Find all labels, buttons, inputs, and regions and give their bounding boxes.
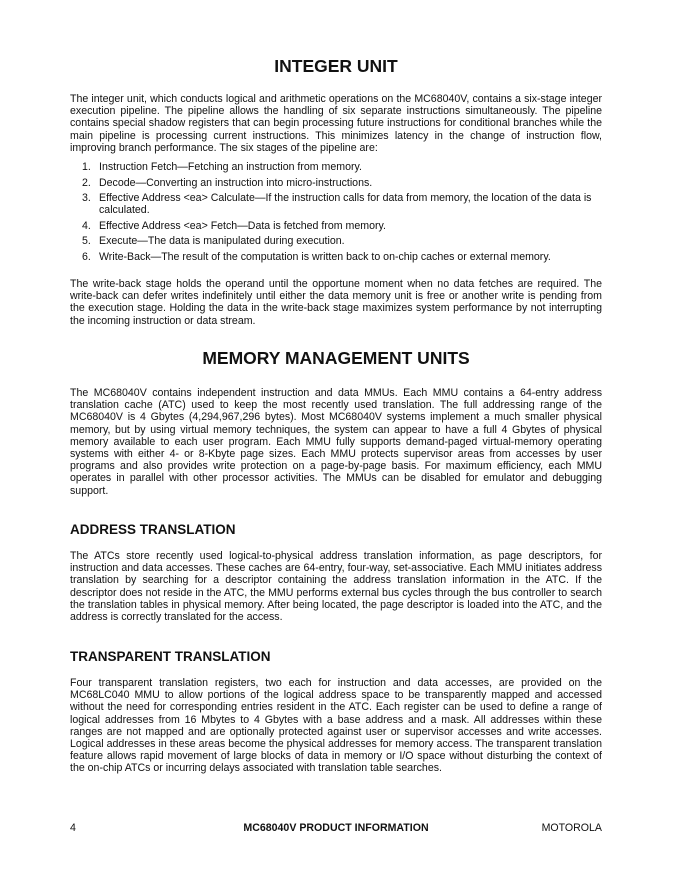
section-heading: INTEGER UNIT [274, 56, 398, 76]
list-item [70, 235, 602, 247]
writeback-paragraph-block [70, 278, 602, 327]
address-translation-heading-block [70, 522, 602, 537]
subsection-heading: TRANSPARENT TRANSLATION [70, 649, 271, 664]
subsection-heading: ADDRESS TRANSLATION [70, 522, 236, 537]
footer-brand: MOTOROLA [541, 822, 602, 834]
list-text: Effective Address <ea> Fetch—Data is fetched from memory. [99, 219, 386, 232]
list-item [70, 177, 602, 189]
paragraph: The ATCs store recently used logical-to-physical address translation information, as page descriptors, for instruction and data accesses. These caches are 64-entry, four-way, set-associative. Each MMU initiates address translation by searching for a descriptor containing the address translation information in the ATC. If the descriptor does not reside in the ATC, the MMU performs external bus cycles through the bus controller to search the translation tables in physical memory. After being located, the page descriptor is loaded into the ATC, and the address is correctly translated for the access. [70, 550, 602, 624]
list-number: 4. [82, 219, 91, 232]
list-item [70, 251, 602, 263]
list-item [70, 220, 602, 232]
section-heading: MEMORY MANAGEMENT UNITS [202, 348, 470, 368]
integer-unit-body [70, 93, 602, 266]
list-text: Instruction Fetch—Fetching an instruction from memory. [99, 161, 362, 174]
integer-unit-section [70, 56, 602, 77]
transparent-translation-body [70, 677, 602, 775]
transparent-translation-heading-block [70, 649, 602, 664]
pipeline-stages-list [70, 161, 602, 263]
address-translation-body [70, 550, 602, 623]
footer-title: MC68040V PRODUCT INFORMATION [243, 822, 429, 834]
paragraph: The integer unit, which conducts logical and arithmetic operations on the MC68040V, contains a six-stage integer execution pipeline. The pipeline allows the handling of six separate instructions simultaneously. The pipeline contains special shadow registers that can begin processing future instructions for conditional branches while the main pipeline is processing current instructions. This minimizes latency in the change of instruction flow, improving branch performance. The six stages of the pipeline are: [70, 93, 602, 154]
mmu-section [70, 348, 602, 369]
list-number: 6. [82, 250, 91, 263]
list-number: 3. [82, 192, 91, 205]
list-number: 1. [82, 161, 91, 174]
list-item [70, 161, 602, 173]
list-number: 5. [82, 235, 91, 248]
list-text: Execute—The data is manipulated during execution. [99, 235, 345, 248]
paragraph: Four transparent translation registers, two each for instruction and data accesses, are provided on the MC68LC040 MMU to allow portions of the logical address space to be transparently mapped and accessed without the need for corresponding entries resident in the ATC. Each register can be used to define a range of logical addresses from 16 Mbytes to 4 Gbytes with a base address and a mask. All addresses within these ranges are not mapped and are optionally protected against user or supervisor accesses and write accesses. Logical addresses in these areas become the physical addresses for memory access. The transparent translation feature allows rapid movement of large blocks of data in memory or I/O space without disturbing the context of the on-chip ATCs or incurring delays associated with translation table searches. [70, 677, 602, 775]
list-item [70, 192, 602, 216]
list-text: Effective Address <ea> Calculate—If the instruction calls for data from memory, the location of the data is calculated. [99, 192, 592, 217]
paragraph: The MC68040V contains independent instruction and data MMUs. Each MMU contains a 64-entry address translation cache (ATC) used to keep the most recently used translation. The full addressing range of the MC68040V is 4 Gbytes (4,294,967,296 bytes). Most MC68040V systems implement a much smaller physical memory, but by using virtual memory techniques, the system can appear to have a full 4 Gbytes of physical memory available to each user program. Each MMU fully supports demand-paged virtual-memory operating systems with either 4- or 8-Kbyte page sizes. Each MMU protects supervisor areas from accesses by user programs and also provides write protection on a page-by-page basis. For maximum efficiency, each MMU operates in parallel with other processor activities. The MMUs can be disabled for emulator and debugging support. [70, 387, 602, 497]
paragraph: The write-back stage holds the operand until the opportune moment when no data fetches are required. The write-back can defer writes indefinitely until either the data memory unit is free or another write is pending from the execution stage. Holding the data in the write-back stage maximizes system performance by not interrupting the incoming instruction or data stream. [70, 278, 602, 327]
list-number: 2. [82, 176, 91, 189]
list-text: Write-Back—The result of the computation is written back to on-chip caches or external memory. [99, 250, 551, 263]
list-text: Decode—Converting an instruction into micro-instructions. [99, 176, 373, 189]
mmu-body [70, 387, 602, 497]
page-number: 4 [70, 822, 76, 834]
